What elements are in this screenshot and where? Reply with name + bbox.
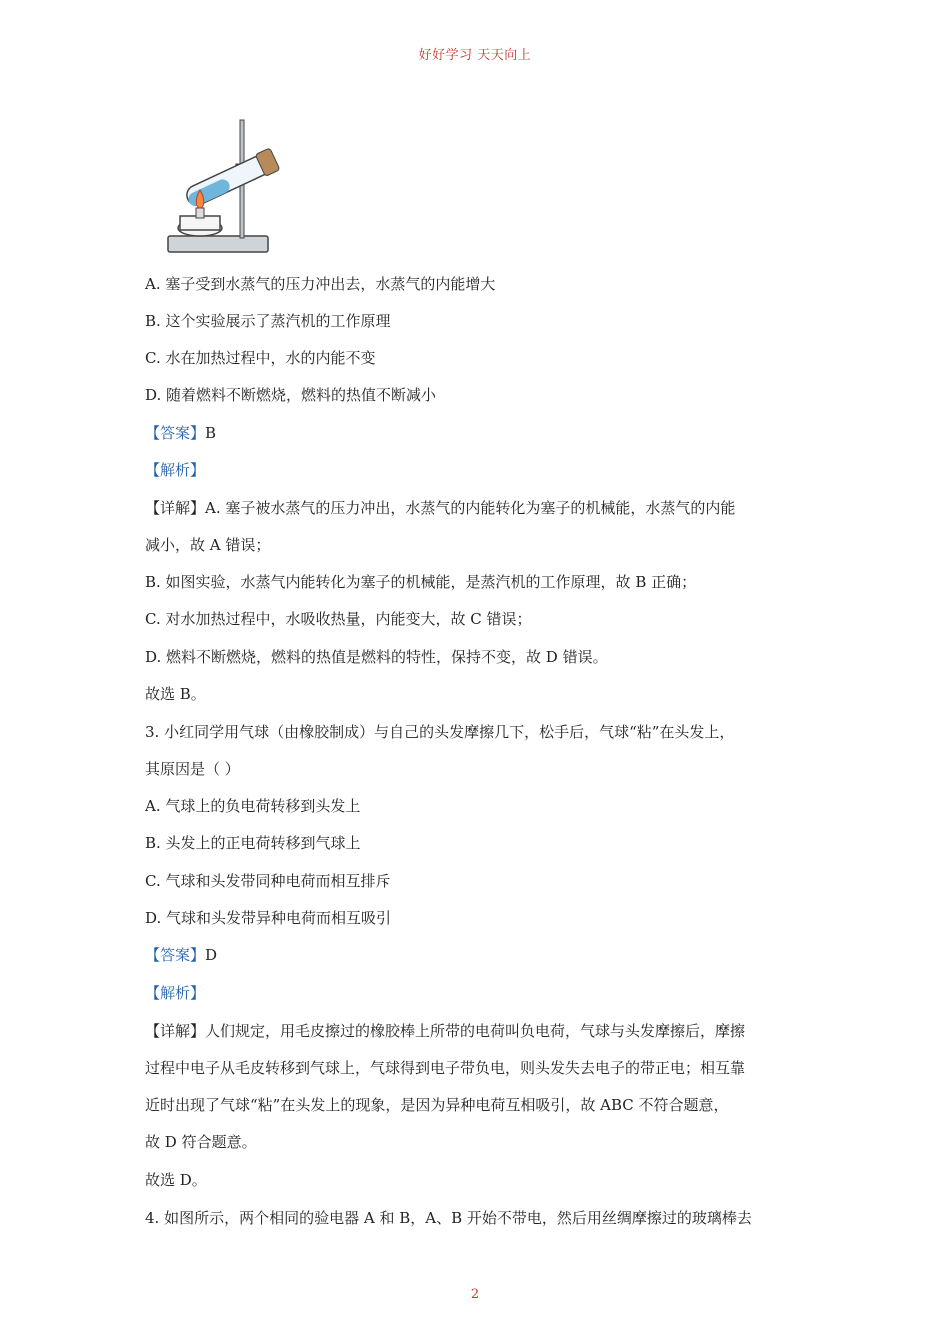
answer-value: D [205, 946, 218, 964]
option-b: B. 这个实验展示了蒸汽机的工作原理 [145, 312, 391, 330]
page-number: 2 [470, 1287, 480, 1302]
analysis-tag: 【解析】 [145, 984, 206, 1002]
page-header: 好好学习 天天向上 [418, 48, 532, 63]
answer-tag: 【答案】 [145, 946, 206, 964]
answer-tag: 【答案】 [145, 424, 206, 442]
answer-line [145, 423, 216, 443]
option-d: D. 气球和头发带异种电荷而相互吸引 [145, 909, 392, 927]
detail-line: B. 如图实验，水蒸气内能转化为塞子的机械能，是蒸汽机的工作原理，故 B 正确； [145, 573, 697, 591]
detail-line: 减小，故 A 错误； [145, 536, 271, 554]
detail-line [145, 498, 735, 518]
option-c: C. 水在加热过程中，水的内能不变 [145, 349, 376, 367]
option-c: C. 气球和头发带同种电荷而相互排斥 [145, 872, 391, 890]
detail-line: 故 D 符合题意。 [145, 1133, 257, 1151]
detail-tag: 【详解】 [145, 499, 206, 517]
option-a: A. 气球上的负电荷转移到头发上 [145, 797, 361, 815]
question-stem: 3. 小红同学用气球（由橡胶制成）与自己的头发摩擦几下，松手后，气球“粘”在头发上， [145, 723, 735, 741]
answer-value: B [205, 424, 217, 442]
option-b: B. 头发上的正电荷转移到气球上 [145, 834, 361, 852]
experiment-figure [160, 112, 290, 262]
question-stem: 其原因是（ ） [145, 760, 240, 778]
detail-tag: 【详解】 [145, 1022, 206, 1040]
detail-line [145, 1021, 745, 1041]
question-stem: 4. 如图所示，两个相同的验电器 A 和 B，A、B 开始不带电，然后用丝绸摩擦过的玻璃棒去 [145, 1209, 752, 1227]
option-d: D. 随着燃料不断燃烧，燃料的热值不断减小 [145, 386, 437, 404]
option-a: A. 塞子受到水蒸气的压力冲出去，水蒸气的内能增大 [145, 275, 496, 293]
detail-text: A. 塞子被水蒸气的压力冲出，水蒸气的内能转化为塞子的机械能，水蒸气的内能 [205, 499, 736, 517]
conclusion: 故选 D。 [145, 1171, 207, 1189]
conclusion: 故选 B。 [145, 685, 206, 703]
detail-line: D. 燃料不断燃烧，燃料的热值是燃料的特性，保持不变，故 D 错误。 [145, 648, 608, 666]
detail-line: C. 对水加热过程中，水吸收热量，内能变大，故 C 错误； [145, 610, 532, 628]
answer-line [145, 945, 217, 965]
analysis-tag: 【解析】 [145, 461, 206, 479]
detail-line: 近时出现了气球“粘”在头发上的现象，是因为异种电荷互相吸引，故 ABC 不符合题意， [145, 1096, 729, 1114]
detail-text: 人们规定，用毛皮擦过的橡胶棒上所带的电荷叫负电荷，气球与头发摩擦后，摩擦 [205, 1022, 746, 1040]
detail-line: 过程中电子从毛皮转移到气球上，气球得到电子带负电，则头发失去电子的带正电；相互靠 [145, 1059, 746, 1077]
apparatus-illustration [160, 112, 290, 262]
